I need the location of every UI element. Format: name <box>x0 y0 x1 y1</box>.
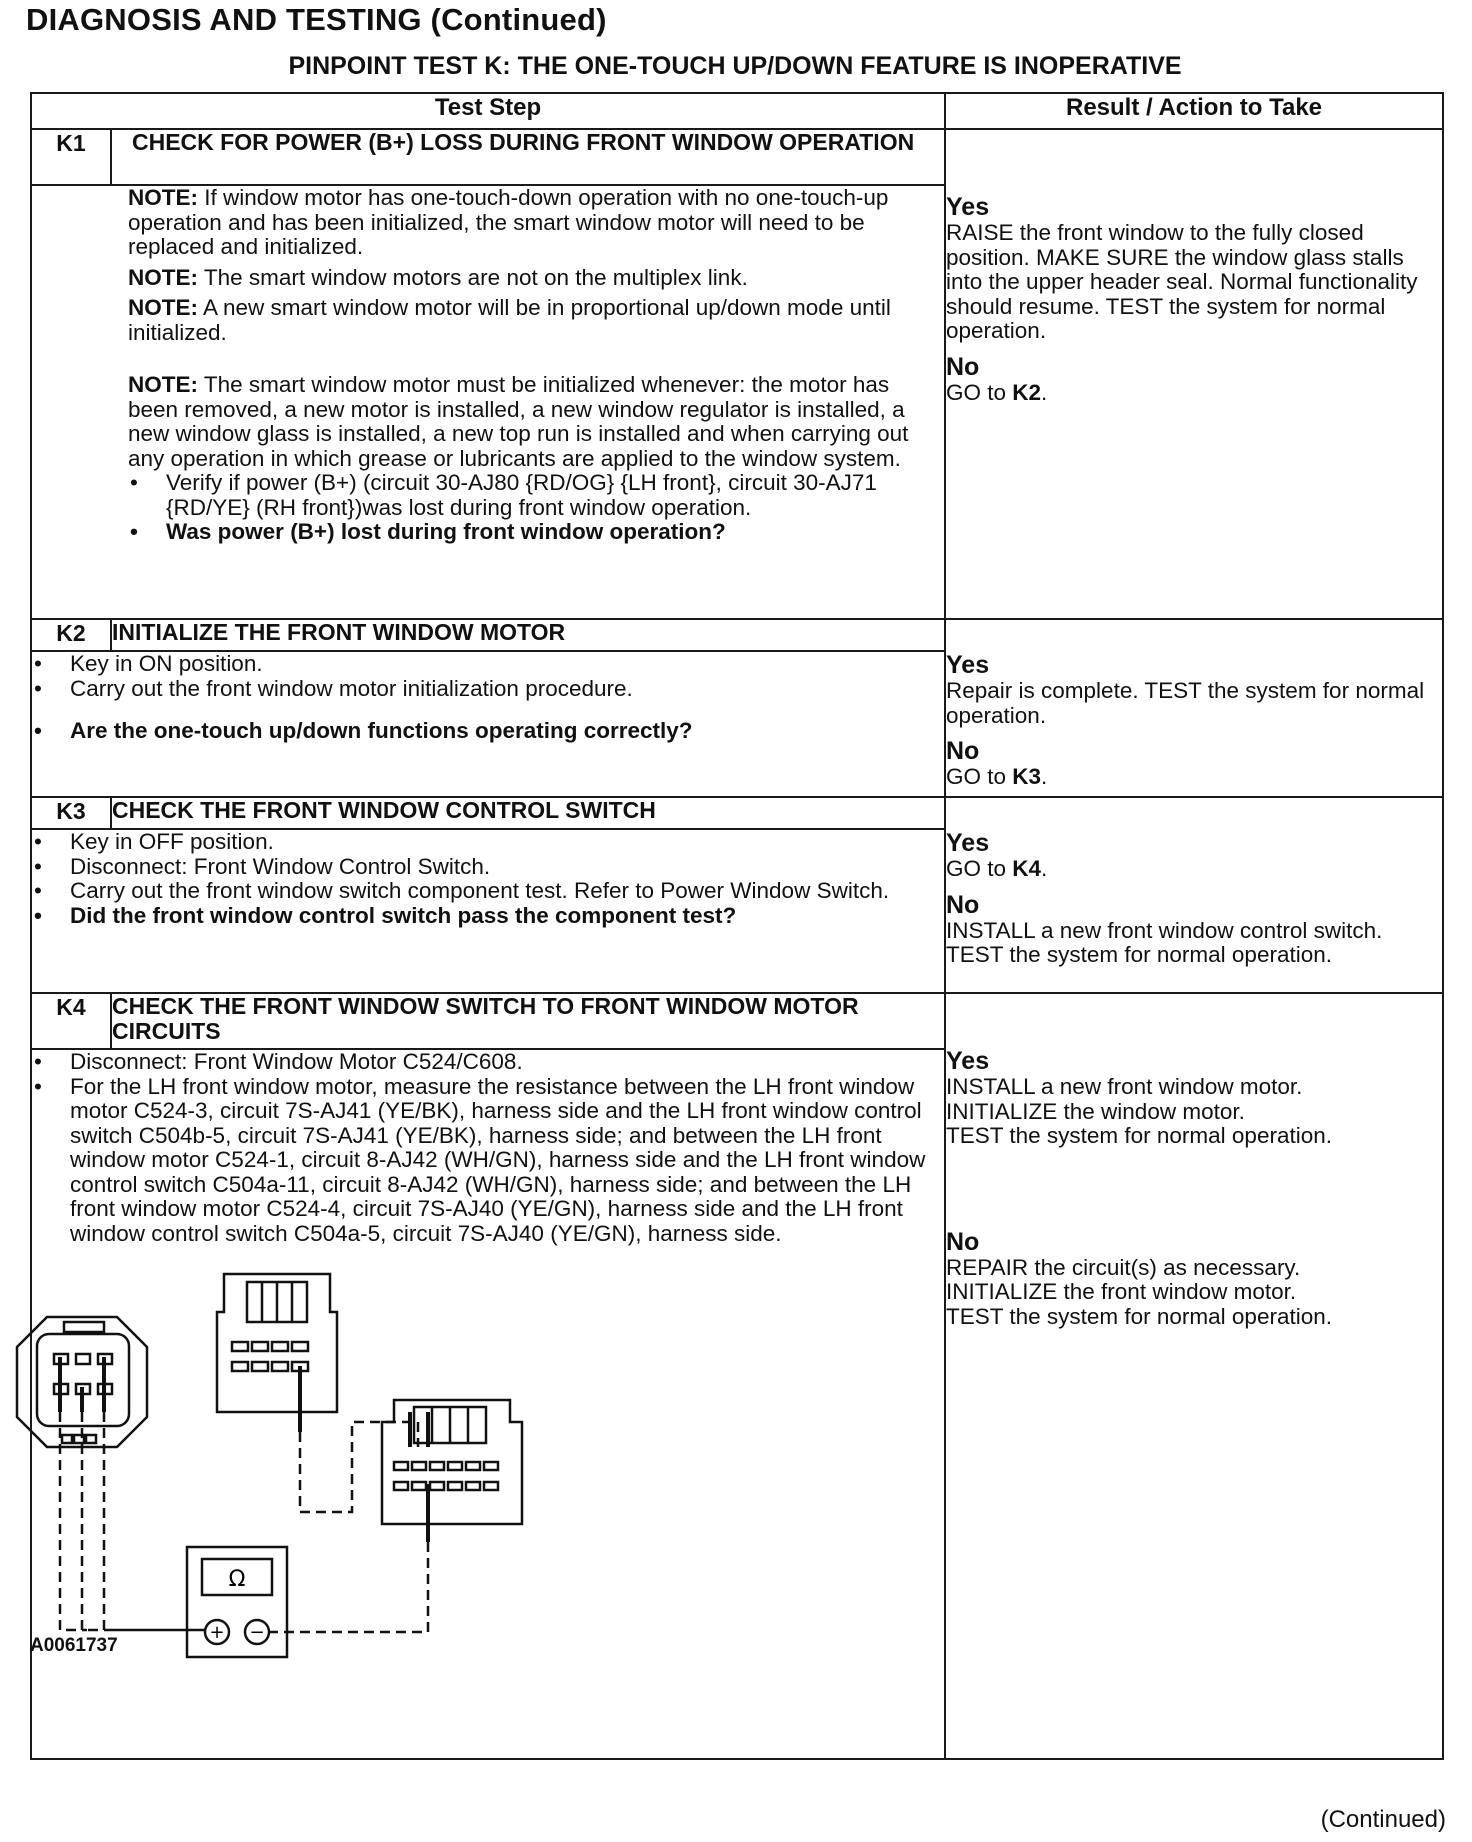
step-question: • Did the front window control switch pass the component test? <box>32 904 944 929</box>
step-k3-title-row <box>31 797 1443 829</box>
meter-plus-symbol: + <box>209 1622 225 1643</box>
no-action: TEST the system for normal operation. <box>946 942 1332 967</box>
page-title: DIAGNOSIS AND TESTING (Continued) <box>26 2 607 37</box>
step-title: INITIALIZE THE FRONT WINDOW MOTOR <box>111 619 945 651</box>
test-lead <box>87 1412 104 1630</box>
punct: . <box>1041 379 1048 405</box>
no-label: No <box>946 1227 980 1256</box>
no-action: INSTALL a new front window control switch. <box>946 917 1383 943</box>
no-label: No <box>946 352 980 381</box>
step-k3-result <box>945 797 1443 993</box>
note <box>128 266 944 291</box>
yes-label: Yes <box>946 1047 990 1075</box>
yes-action: Repair is complete. TEST the system for normal operation. <box>946 678 1425 728</box>
step-bullets <box>32 719 944 744</box>
step-k2-result <box>945 619 1443 797</box>
no-action: REPAIR the circuit(s) as necessary. <box>946 1254 1301 1280</box>
list-item: • Disconnect: Front Window Control Switch. <box>32 855 944 880</box>
step-id: K2 <box>31 619 111 651</box>
list-item: • Carry out the front window motor initialization procedure. <box>32 677 944 702</box>
note-label: NOTE: <box>128 295 198 320</box>
wiring-diagram <box>0 1262 722 1662</box>
step-title: CHECK FOR POWER (B+) LOSS DURING FRONT WINDOW OPERATION <box>111 129 945 185</box>
pinpoint-test-title: PINPOINT TEST K: THE ONE-TOUCH UP/DOWN FEATURE IS INOPERATIVE <box>288 52 1182 80</box>
yes-label: Yes <box>946 193 990 221</box>
step-bullets <box>32 1050 944 1246</box>
no-label: No <box>946 737 980 765</box>
note-label: NOTE: <box>128 264 198 290</box>
list-item: • Carry out the front window switch component test. Refer to Power Window Switch. <box>32 879 944 904</box>
yes-action: INITIALIZE the window motor. <box>946 1098 1245 1124</box>
step-bullets <box>128 471 944 545</box>
note <box>128 373 944 471</box>
table-header-row <box>31 93 1443 129</box>
step-reference: K4 <box>1012 856 1042 881</box>
note <box>128 296 944 345</box>
step-k1-body <box>31 185 945 619</box>
list-item: • For the LH front window motor, measure the resistance between the LH front window motor C524-3, circuit 7S-AJ41 (YE/BK), harness side and the LH front window control switch C504b-5, circuit 7S-AJ41 (YE/BK), harness side; and between the LH front window motor C524-1, circuit 8-AJ42 (WH/GN), harness side and the LH front window control switch C504a-11, circuit 8-AJ42 (WH/GN), harness side; and between the LH front window motor C524-4, circuit 7S-AJ40 (YE/GN), harness side and the LH front window control switch C504a-5, circuit 7S-AJ40 (YE/GN), harness side. <box>32 1075 944 1247</box>
step-title: CHECK THE FRONT WINDOW CONTROL SWITCH <box>111 797 945 829</box>
list-item: • Key in OFF position. <box>32 830 944 855</box>
figure-label: A0061737 <box>30 1635 118 1656</box>
yes-label: Yes <box>946 829 990 857</box>
note <box>128 186 944 260</box>
test-lead <box>270 1542 428 1632</box>
no-action: INITIALIZE the front window motor. <box>946 1279 1297 1304</box>
no-action <box>946 765 1442 790</box>
step-reference: K2 <box>1012 379 1042 405</box>
step-bullets <box>32 652 944 701</box>
meter-minus-symbol: − <box>249 1622 265 1643</box>
step-k4-title-row <box>31 993 1443 1049</box>
yes-action: RAISE the front window to the fully closed position. MAKE SURE the window glass stalls into the upper header seal. Normal functionality should resume. TEST the system for normal operation. <box>946 220 1418 343</box>
no-label: No <box>946 890 980 919</box>
list-item: • Key in ON position. <box>32 652 944 677</box>
step-id: K3 <box>31 797 111 829</box>
step-title: CHECK THE FRONT WINDOW SWITCH TO FRONT WINDOW MOTOR CIRCUITS <box>111 993 945 1049</box>
yes-action-text: GO to <box>946 856 1013 881</box>
list-item: • Verify if power (B+) (circuit 30-AJ80 {RD/OG} {LH front}, circuit 30-AJ71 {RD/YE} (RH front})was lost during front window operation. <box>128 471 944 520</box>
switch-b-pins <box>232 1342 308 1371</box>
no-action-text: GO to <box>946 764 1013 789</box>
no-action: TEST the system for normal operation. <box>946 1303 1332 1329</box>
step-question: • Are the one-touch up/down functions operating correctly? <box>32 719 944 744</box>
step-id: K4 <box>31 993 111 1049</box>
note-text: The smart window motor must be initialized whenever: the motor has been removed, a new motor is installed, a new window regulator is installed, a new window glass is installed, a new top run is installed and when carrying out any operation in which grease or lubricants are applied to the window system. <box>128 372 909 471</box>
note-label: NOTE: <box>128 372 198 397</box>
switch-a-pins <box>394 1462 498 1490</box>
punct: . <box>1041 764 1048 789</box>
col-header-test-step: Test Step <box>31 93 945 129</box>
step-k4-result <box>945 993 1443 1759</box>
yes-label: Yes <box>946 651 990 679</box>
step-bullets <box>32 830 944 928</box>
no-action-text: GO to <box>946 379 1013 405</box>
step-k1-result <box>945 129 1443 619</box>
note-text: If window motor has one-touch-down operation with no one-touch-up operation and has been initialized, the smart window motor will need to be replaced and initialized. <box>128 185 889 259</box>
yes-action: TEST the system for normal operation. <box>946 1123 1332 1148</box>
note-text: A new smart window motor will be in proportional up/down mode until initialized. <box>128 295 891 345</box>
col-header-result: Result / Action to Take <box>945 93 1443 129</box>
no-action <box>946 381 1442 406</box>
step-reference: K3 <box>1012 764 1042 789</box>
list-item: • Disconnect: Front Window Motor C524/C608. <box>32 1050 944 1075</box>
step-question: • Was power (B+) lost during front window operation? <box>128 520 944 545</box>
connector-diagram-svg <box>0 1262 722 1662</box>
meter-ohm-symbol: Ω <box>228 1567 246 1592</box>
step-k4-body <box>31 1049 945 1759</box>
continued-label: (Continued) <box>1320 1806 1446 1833</box>
step-k3-body <box>31 829 945 993</box>
test-lead <box>300 1422 418 1512</box>
step-k1-title-row <box>31 129 1443 185</box>
step-k2-title-row <box>31 619 1443 651</box>
note-text: The smart window motors are not on the multiplex link. <box>198 264 748 290</box>
pinpoint-table <box>30 92 1444 1760</box>
step-id: K1 <box>31 129 111 185</box>
yes-action: INSTALL a new front window motor. <box>946 1074 1303 1099</box>
note-label: NOTE: <box>128 185 198 210</box>
punct: . <box>1041 856 1048 881</box>
step-k2-body <box>31 651 945 797</box>
yes-action <box>946 857 1442 882</box>
